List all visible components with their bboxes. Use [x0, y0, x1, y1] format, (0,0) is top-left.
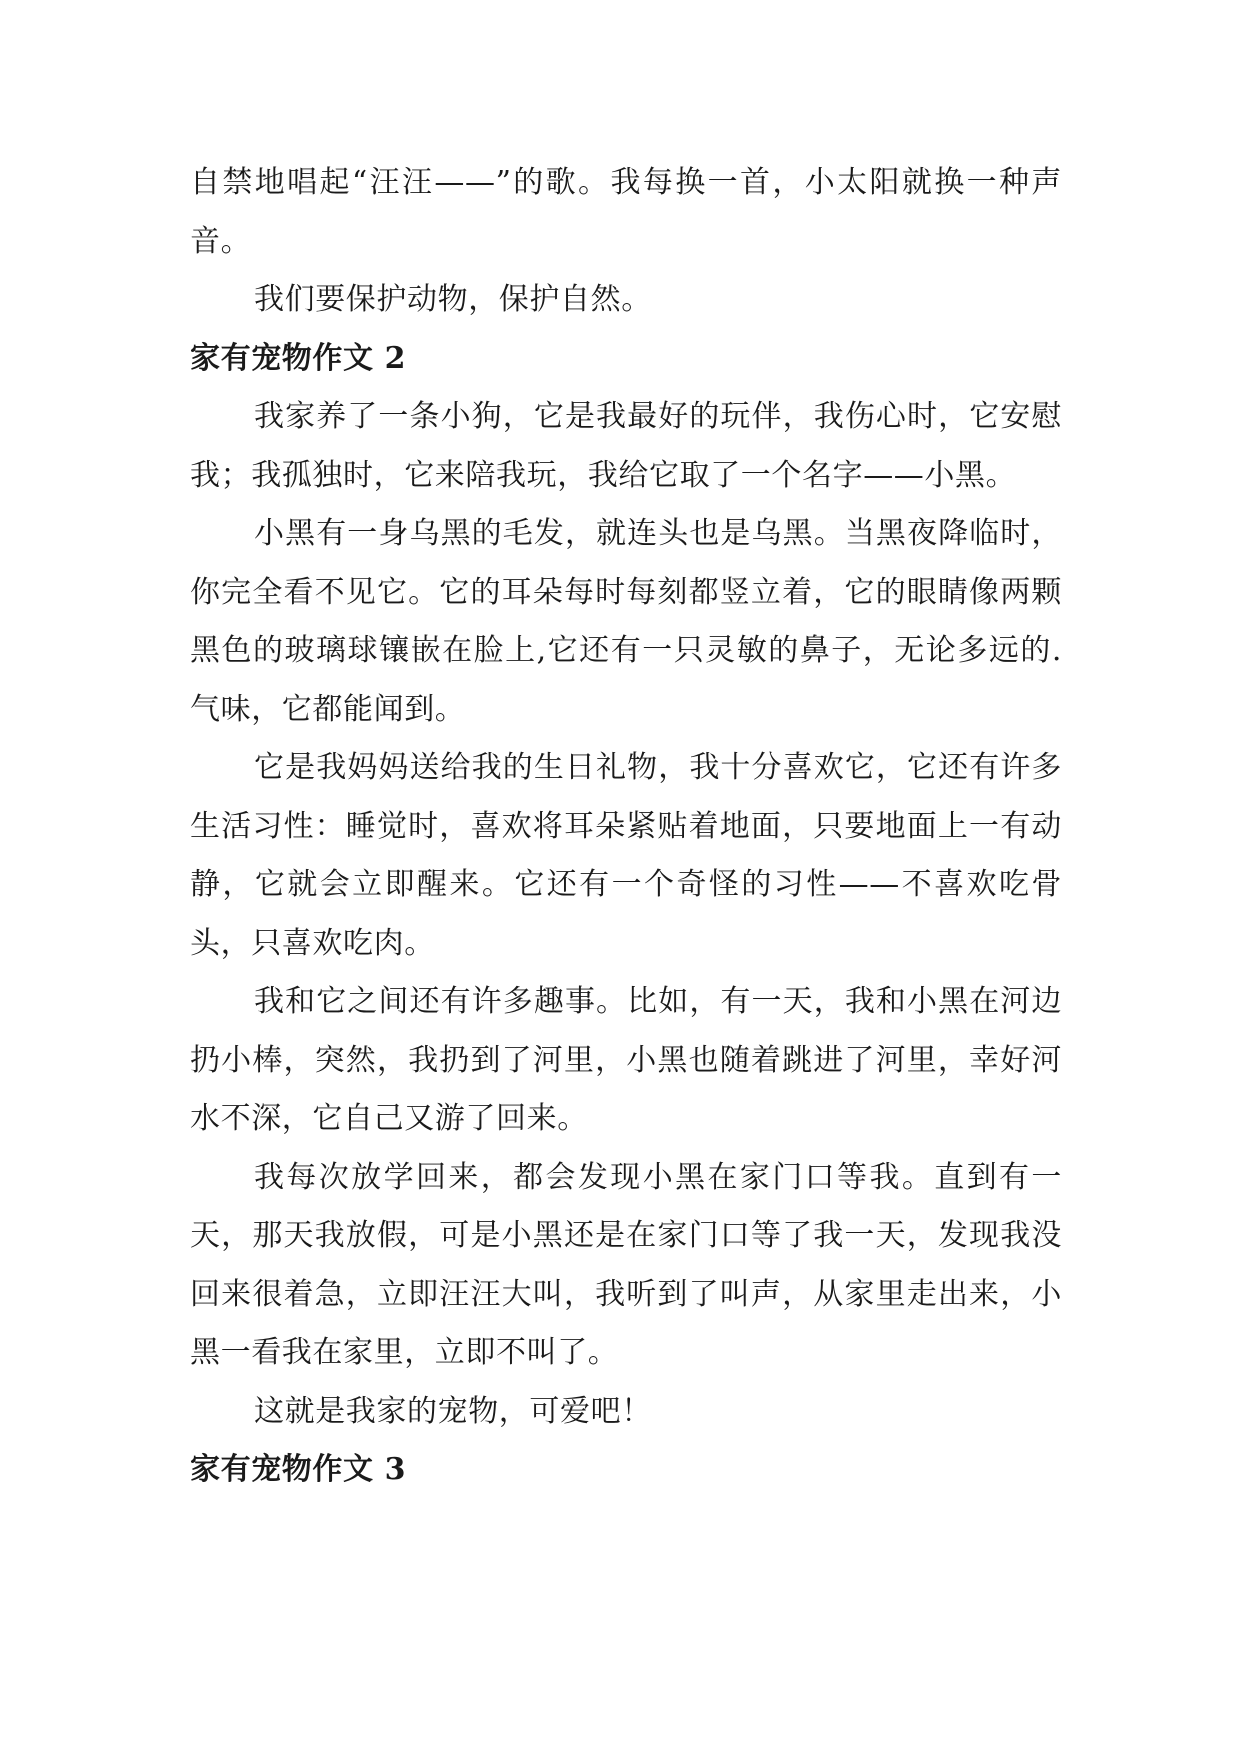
paragraph-continued: 自禁地唱起“汪汪——”的歌。我每换一首，小太阳就换一种声音。 [190, 165, 1062, 259]
document-page [190, 154, 1062, 1500]
paragraph-conclusion: 这就是我家的宠物，可爱吧！ [254, 1393, 652, 1429]
section-heading-3: 家有宠物作文 3 [190, 1452, 407, 1487]
paragraph-fun-story: 我和它之间还有许多趣事。比如，有一天，我和小黑在河边扔小棒，突然，我扔到了河里，小黑也随着跳进了河里，幸好河水不深，它自己又游了回来。 [190, 984, 1062, 1136]
paragraph-protect-animals: 我们要保护动物，保护自然。 [254, 282, 652, 317]
paragraph-appearance: 小黑有一身乌黑的毛发，就连头也是乌黑。当黑夜降临时，你完全看不见它。它的耳朵每时每刻都竖立着，它的眼睛像两颗黑色的玻璃球镶嵌在脸上,它还有一只灵敏的鼻子，无论多远的.气味，它都能闻到。 [190, 516, 1062, 727]
section-heading-2: 家有宠物作文 2 [190, 340, 407, 376]
paragraph-habits: 它是我妈妈送给我的生日礼物，我十分喜欢它，它还有许多生活习性：睡觉时，喜欢将耳朵紧贴着地面，只要地面上一有动静，它就会立即醒来。它还有一个奇怪的习性——不喜欢吃骨头，只喜欢吃肉。 [190, 750, 1062, 961]
paragraph-waiting: 我每次放学回来，都会发现小黑在家门口等我。直到有一天，那天我放假，可是小黑还是在家门口等了我一天，发现我没回来很着急，立即汪汪大叫，我听到了叫声，从家里走出来，小黑一看我在家里，立即不叫了。 [190, 1159, 1062, 1370]
paragraph-intro-dog: 我家养了一条小狗，它是我最好的玩伴，我伤心时，它安慰我；我孤独时，它来陪我玩，我给它取了一个名字——小黑。 [190, 399, 1062, 493]
